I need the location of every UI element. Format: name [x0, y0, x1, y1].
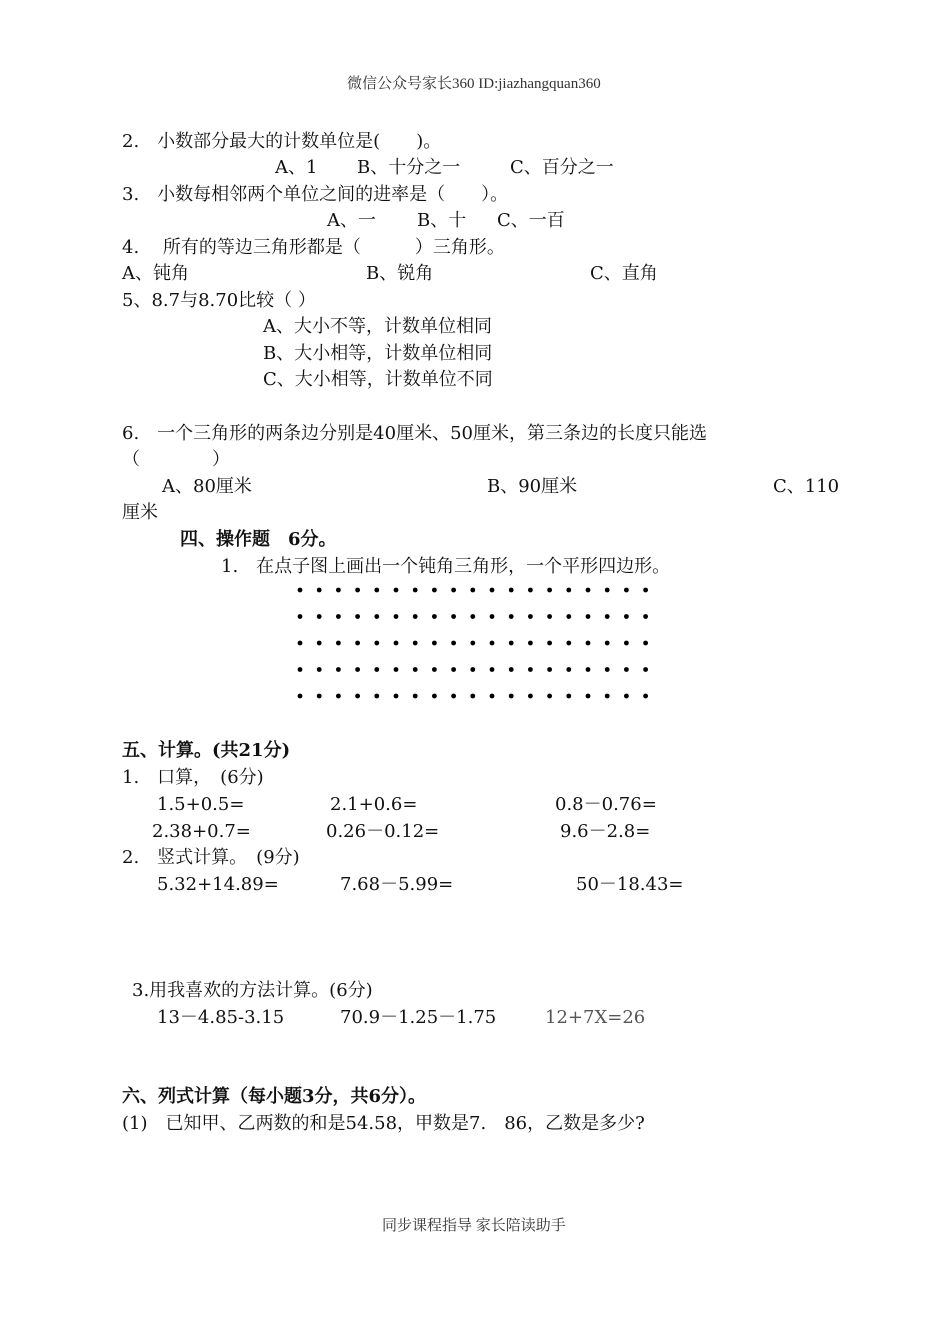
grid-dot[interactable] — [451, 694, 456, 699]
grid-dot[interactable] — [355, 667, 360, 672]
grid-dot[interactable] — [528, 694, 533, 699]
grid-dot[interactable] — [317, 694, 322, 699]
section-4-title: 四、操作题 6分。 — [180, 529, 337, 550]
choice-problem: 12+7X=26 — [545, 1007, 646, 1028]
grid-dot[interactable] — [451, 667, 456, 672]
grid-dot[interactable] — [643, 588, 648, 593]
q5-option-c: C、大小相等，计数单位不同 — [263, 369, 493, 390]
section-5-sub-2: 2. 竖式计算。 (9分) — [122, 847, 300, 868]
oral-problem: 2.38+0.7= — [152, 821, 251, 842]
grid-dot[interactable] — [528, 614, 533, 619]
grid-dot[interactable] — [317, 588, 322, 593]
oral-problem: 1.5+0.5= — [157, 794, 245, 815]
grid-dot[interactable] — [432, 588, 437, 593]
grid-dot[interactable] — [470, 641, 475, 646]
grid-dot[interactable] — [355, 614, 360, 619]
grid-dot[interactable] — [374, 641, 379, 646]
grid-dot[interactable] — [432, 641, 437, 646]
grid-dot[interactable] — [624, 588, 629, 593]
grid-dot[interactable] — [624, 614, 629, 619]
grid-dot[interactable] — [394, 614, 399, 619]
grid-dot[interactable] — [470, 667, 475, 672]
grid-dot[interactable] — [605, 588, 610, 593]
grid-dot[interactable] — [528, 641, 533, 646]
grid-dot[interactable] — [298, 694, 303, 699]
grid-dot[interactable] — [432, 694, 437, 699]
dot-grid[interactable] — [290, 580, 670, 710]
grid-dot[interactable] — [566, 614, 571, 619]
grid-dot[interactable] — [586, 694, 591, 699]
grid-dot[interactable] — [470, 694, 475, 699]
grid-dot[interactable] — [643, 641, 648, 646]
oral-problem: 0.26－0.12= — [326, 821, 440, 842]
grid-dot[interactable] — [413, 641, 418, 646]
grid-dot[interactable] — [547, 614, 552, 619]
grid-dot[interactable] — [528, 588, 533, 593]
vertical-problem: 50－18.43= — [576, 874, 684, 895]
section-5-title: 五、计算。(共21分) — [122, 740, 291, 761]
q4-stem: 4. 所有的等边三角形都是（ ）三角形。 — [122, 237, 505, 258]
section-5-sub-3: 3.用我喜欢的方法计算。(6分) — [132, 980, 373, 1001]
grid-dot[interactable] — [528, 667, 533, 672]
grid-dot[interactable] — [586, 588, 591, 593]
section-6-title: 六、列式计算（每小题3分，共6分）。 — [122, 1086, 427, 1107]
q5-stem: 5、8.7与8.70比较（ ） — [122, 290, 316, 311]
grid-dot[interactable] — [624, 641, 629, 646]
grid-dot[interactable] — [643, 667, 648, 672]
grid-dot[interactable] — [643, 694, 648, 699]
grid-dot[interactable] — [586, 614, 591, 619]
q6-option-c-continued: 厘米 — [122, 502, 158, 523]
grid-dot[interactable] — [355, 588, 360, 593]
grid-dot[interactable] — [336, 694, 341, 699]
q6-option-a: A、80厘米 — [162, 476, 252, 497]
grid-dot[interactable] — [394, 588, 399, 593]
grid-dot[interactable] — [413, 588, 418, 593]
vertical-problem: 7.68－5.99= — [340, 874, 454, 895]
section-6-question-1: (1) 已知甲、乙两数的和是54.58，甲数是7. 86，乙数是多少? — [122, 1113, 645, 1134]
q2-option-c: C、百分之一 — [510, 157, 614, 178]
q4-option-c: C、直角 — [590, 263, 658, 284]
grid-dot[interactable] — [470, 588, 475, 593]
grid-dot[interactable] — [547, 667, 552, 672]
oral-problem: 9.6－2.8= — [560, 821, 651, 842]
grid-dot[interactable] — [451, 614, 456, 619]
grid-dot[interactable] — [624, 667, 629, 672]
section-5-sub-1: 1. 口算， (6分) — [122, 767, 264, 788]
grid-dot[interactable] — [317, 614, 322, 619]
grid-dot[interactable] — [509, 588, 514, 593]
grid-dot[interactable] — [509, 694, 514, 699]
grid-dot[interactable] — [355, 694, 360, 699]
grid-dot[interactable] — [355, 641, 360, 646]
grid-dot[interactable] — [336, 641, 341, 646]
q3-option-a: A、一 — [327, 210, 376, 231]
q6-answer-paren: （ ） — [122, 449, 230, 470]
grid-dot[interactable] — [298, 667, 303, 672]
grid-dot[interactable] — [336, 614, 341, 619]
grid-dot[interactable] — [413, 667, 418, 672]
grid-dot[interactable] — [432, 667, 437, 672]
grid-dot[interactable] — [298, 614, 303, 619]
grid-dot[interactable] — [490, 614, 495, 619]
grid-dot[interactable] — [605, 667, 610, 672]
grid-dot[interactable] — [298, 641, 303, 646]
grid-dot[interactable] — [490, 667, 495, 672]
grid-dot[interactable] — [374, 667, 379, 672]
oral-problem: 2.1+0.6= — [330, 794, 418, 815]
section-4-item-1: 1. 在点子图上画出一个钝角三角形，一个平形四边形。 — [221, 556, 671, 577]
grid-dot[interactable] — [566, 694, 571, 699]
grid-dot[interactable] — [586, 641, 591, 646]
grid-dot[interactable] — [509, 614, 514, 619]
grid-dot[interactable] — [509, 641, 514, 646]
grid-dot[interactable] — [317, 667, 322, 672]
grid-dot[interactable] — [605, 641, 610, 646]
grid-dot[interactable] — [547, 641, 552, 646]
grid-dot[interactable] — [643, 614, 648, 619]
q3-stem: 3. 小数每相邻两个单位之间的进率是（ ）。 — [122, 184, 509, 205]
grid-dot[interactable] — [509, 667, 514, 672]
grid-dot[interactable] — [605, 614, 610, 619]
grid-dot[interactable] — [394, 641, 399, 646]
grid-dot[interactable] — [547, 588, 552, 593]
grid-dot[interactable] — [317, 641, 322, 646]
grid-dot[interactable] — [605, 694, 610, 699]
grid-dot[interactable] — [413, 614, 418, 619]
grid-dot[interactable] — [624, 694, 629, 699]
page-header: 微信公众号家长360 ID:jiazhangquan360 — [347, 76, 601, 92]
grid-dot[interactable] — [336, 667, 341, 672]
q2-stem: 2. 小数部分最大的计数单位是( )。 — [122, 131, 442, 152]
q4-option-b: B、锐角 — [366, 263, 434, 284]
page-footer: 同步课程指导 家长陪读助手 — [382, 1218, 566, 1234]
grid-dot[interactable] — [566, 641, 571, 646]
grid-dot[interactable] — [586, 667, 591, 672]
q5-option-a: A、大小不等，计数单位相同 — [263, 316, 492, 337]
grid-dot[interactable] — [374, 694, 379, 699]
grid-dot[interactable] — [394, 694, 399, 699]
vertical-problem: 5.32+14.89= — [157, 874, 279, 895]
oral-problem: 0.8－0.76= — [555, 794, 657, 815]
grid-dot[interactable] — [566, 588, 571, 593]
q5-option-b: B、大小相等，计数单位相同 — [263, 343, 493, 364]
grid-dot[interactable] — [490, 694, 495, 699]
grid-dot[interactable] — [432, 614, 437, 619]
grid-dot[interactable] — [451, 641, 456, 646]
q4-option-a: A、钝角 — [122, 263, 189, 284]
grid-dot[interactable] — [413, 694, 418, 699]
grid-dot[interactable] — [490, 641, 495, 646]
q6-option-c: C、110 — [773, 476, 840, 497]
q2-option-b: B、十分之一 — [357, 157, 461, 178]
q6-stem: 6. 一个三角形的两条边分别是40厘米、50厘米，第三条边的长度只能选 — [122, 423, 707, 444]
grid-dot[interactable] — [374, 588, 379, 593]
q2-option-a: A、1 — [275, 157, 318, 178]
q6-option-b: B、90厘米 — [487, 476, 578, 497]
choice-problem: 70.9－1.25－1.75 — [340, 1007, 497, 1028]
grid-dot[interactable] — [490, 588, 495, 593]
grid-dot[interactable] — [336, 588, 341, 593]
grid-dot[interactable] — [547, 694, 552, 699]
grid-dot[interactable] — [470, 614, 475, 619]
choice-problem: 13－4.85-3.15 — [157, 1007, 285, 1028]
q3-option-c: C、一百 — [497, 210, 565, 231]
grid-dot[interactable] — [374, 614, 379, 619]
grid-dot[interactable] — [566, 667, 571, 672]
grid-dot[interactable] — [298, 588, 303, 593]
grid-dot[interactable] — [394, 667, 399, 672]
grid-dot[interactable] — [451, 588, 456, 593]
q3-option-b: B、十 — [417, 210, 467, 231]
